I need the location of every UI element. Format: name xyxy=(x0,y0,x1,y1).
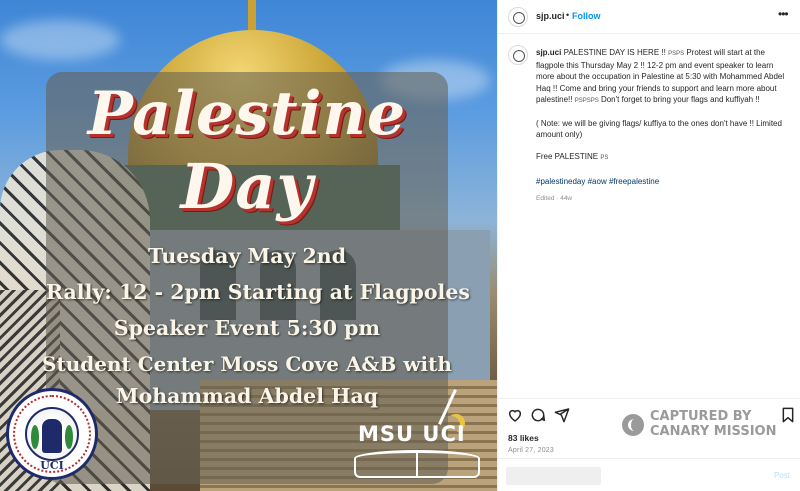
more-options-icon[interactable]: ••• xyxy=(778,7,788,21)
post-caption xyxy=(536,47,792,187)
seal-figure xyxy=(42,419,62,453)
poster-speaker-time: Speaker Event 5:30 pm xyxy=(113,316,381,340)
sjp-uci-seal-logo xyxy=(6,388,98,480)
caption-headline: PALESTINE DAY IS HERE !! xyxy=(563,48,669,57)
follow-button[interactable]: Follow xyxy=(572,11,601,21)
post-side-panel xyxy=(497,0,800,491)
post-date: April 27, 2023 xyxy=(508,447,554,454)
msu-uci-logo-text: MSU UCI xyxy=(358,422,466,446)
caption-username[interactable]: sjp.uci xyxy=(536,48,562,57)
poster-title-line1: Palestine xyxy=(87,79,407,149)
poster-rally-time: Rally: 12 - 2pm Starting at Flagpoles xyxy=(46,280,470,304)
msu-uci-logo xyxy=(350,388,488,484)
share-icon[interactable] xyxy=(554,407,570,423)
caption-avatar[interactable] xyxy=(508,45,528,65)
post-header xyxy=(498,0,800,34)
comment-icon[interactable] xyxy=(530,407,546,423)
seal-uci-text: UCI xyxy=(40,459,64,472)
olive-branch-icon xyxy=(65,425,73,449)
caption-body: Protest will start at the flagpole this Thursday May 2 !! 12-2 pm and event speaker to learn more about the occupation in Palestine at 5:30 with Mohammed Abdel Haq !! Come and bring your friends to support and learn more about palestine!! xyxy=(536,48,785,104)
caption-reminder: Don't forget to bring your flags and kuffiyah !! xyxy=(600,94,760,104)
header-username[interactable]: sjp.uci xyxy=(536,11,565,21)
edited-timestamp: Edited · 44w xyxy=(536,195,573,202)
caption-hashtags[interactable]: #palestineday #aow #freepalestine xyxy=(536,176,660,186)
olive-branch-icon xyxy=(31,425,39,449)
canary-mission-watermark xyxy=(622,409,800,443)
poster-speaker-name: Mohammad Abdel Haq xyxy=(115,384,379,408)
post-comment-button[interactable]: Post xyxy=(774,471,791,480)
caption-free-palestine: Free PALESTINE xyxy=(536,152,601,162)
flag-emoji: PSPSPS xyxy=(574,97,599,104)
poster-location: Student Center Moss Cove A&B with xyxy=(42,352,452,376)
cloud xyxy=(0,20,120,60)
flag-emoji: PS xyxy=(600,155,609,162)
poster-title-line2: Day xyxy=(180,150,314,223)
heart-icon[interactable] xyxy=(507,407,523,423)
likes-count[interactable]: 83 likes xyxy=(508,433,539,443)
comment-bar xyxy=(498,458,800,491)
canary-mission-logo-icon xyxy=(622,414,644,436)
comment-input[interactable] xyxy=(506,467,601,485)
caption-note: ( Note: we will be giving flags/ kuffiya to the ones don't have !! Limited amount only) xyxy=(536,119,782,140)
poster-date: Tuesday May 2nd xyxy=(147,244,347,268)
watermark-line2: CANARY MISSION xyxy=(650,424,777,439)
book-spine xyxy=(416,450,418,478)
profile-avatar[interactable] xyxy=(508,7,528,27)
watermark-line1: CAPTURED BY xyxy=(650,409,752,424)
header-separator: • xyxy=(566,10,570,20)
flag-emoji: PSPS xyxy=(668,51,685,57)
